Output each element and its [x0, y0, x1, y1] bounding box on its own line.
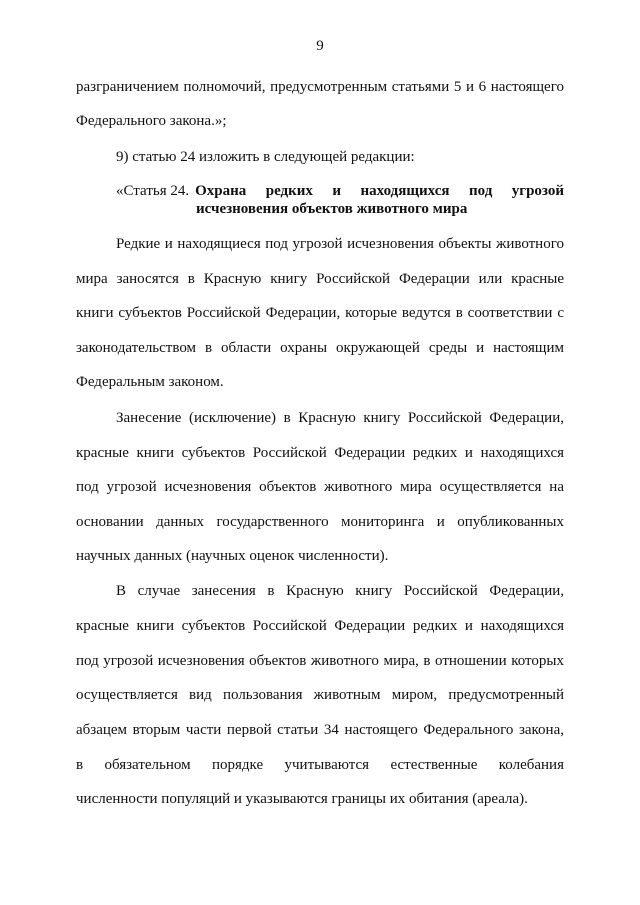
- paragraph-3-line-5: абзацем вторым части первой статьи 34 настоящего Федерального закона,: [76, 722, 564, 738]
- paragraph-3-line-6: в обязательном порядке учитываются естественные колебания: [76, 757, 564, 773]
- page-number: 9: [316, 38, 324, 54]
- paragraph-1-line-2: мира заносятся в Красную книгу Российской Федерации или красные: [76, 271, 564, 287]
- paragraph-2-line-2: красные книги субъектов Российской Федерации редких и находящихся: [76, 445, 564, 461]
- paragraph-1-line-3: книги субъектов Российской Федерации, которые ведутся в соответствии с: [76, 305, 564, 321]
- amendment-item: 9) статью 24 изложить в следующей редакции:: [116, 149, 415, 165]
- paragraph-1-line-4: законодательством в области охраны окружающей среды и настоящим: [76, 340, 564, 356]
- paragraph-3-line-1: В случае занесения в Красную книгу Российской Федерации,: [116, 583, 564, 599]
- intro-line-1: разграничением полномочий, предусмотренным статьями 5 и 6 настоящего: [76, 79, 564, 95]
- paragraph-1-line-5: Федеральным законом.: [76, 374, 224, 390]
- article-title-line-1: Охрана редких и находящихся под угрозой: [195, 183, 564, 199]
- paragraph-1-line-1: Редкие и находящиеся под угрозой исчезновения объекты животного: [116, 236, 564, 252]
- paragraph-2-line-4: основании данных государственного мониторинга и опубликованных: [76, 514, 564, 530]
- paragraph-3-line-4: осуществляется вид пользования животным миром, предусмотренный: [76, 687, 564, 703]
- article-title-line-2: исчезновения объектов животного мира: [196, 201, 468, 217]
- article-heading: [116, 182, 564, 218]
- paragraph-3-line-2: красные книги субъектов Российской Федерации редких и находящихся: [76, 618, 564, 634]
- paragraph-3-line-7: численности популяций и указываются границы их обитания (ареала).: [76, 791, 528, 807]
- article-number: «Статья 24.: [116, 183, 190, 199]
- intro-line-2: Федерального закона.»;: [76, 113, 227, 129]
- paragraph-2-line-1: Занесение (исключение) в Красную книгу Российской Федерации,: [116, 410, 564, 426]
- paragraph-3-line-3: под угрозой исчезновения объектов животного мира, в отношении которых: [76, 653, 564, 669]
- paragraph-2-line-5: научных данных (научных оценок численности).: [76, 548, 389, 564]
- paragraph-2-line-3: под угрозой исчезновения объектов животного мира осуществляется на: [76, 479, 564, 495]
